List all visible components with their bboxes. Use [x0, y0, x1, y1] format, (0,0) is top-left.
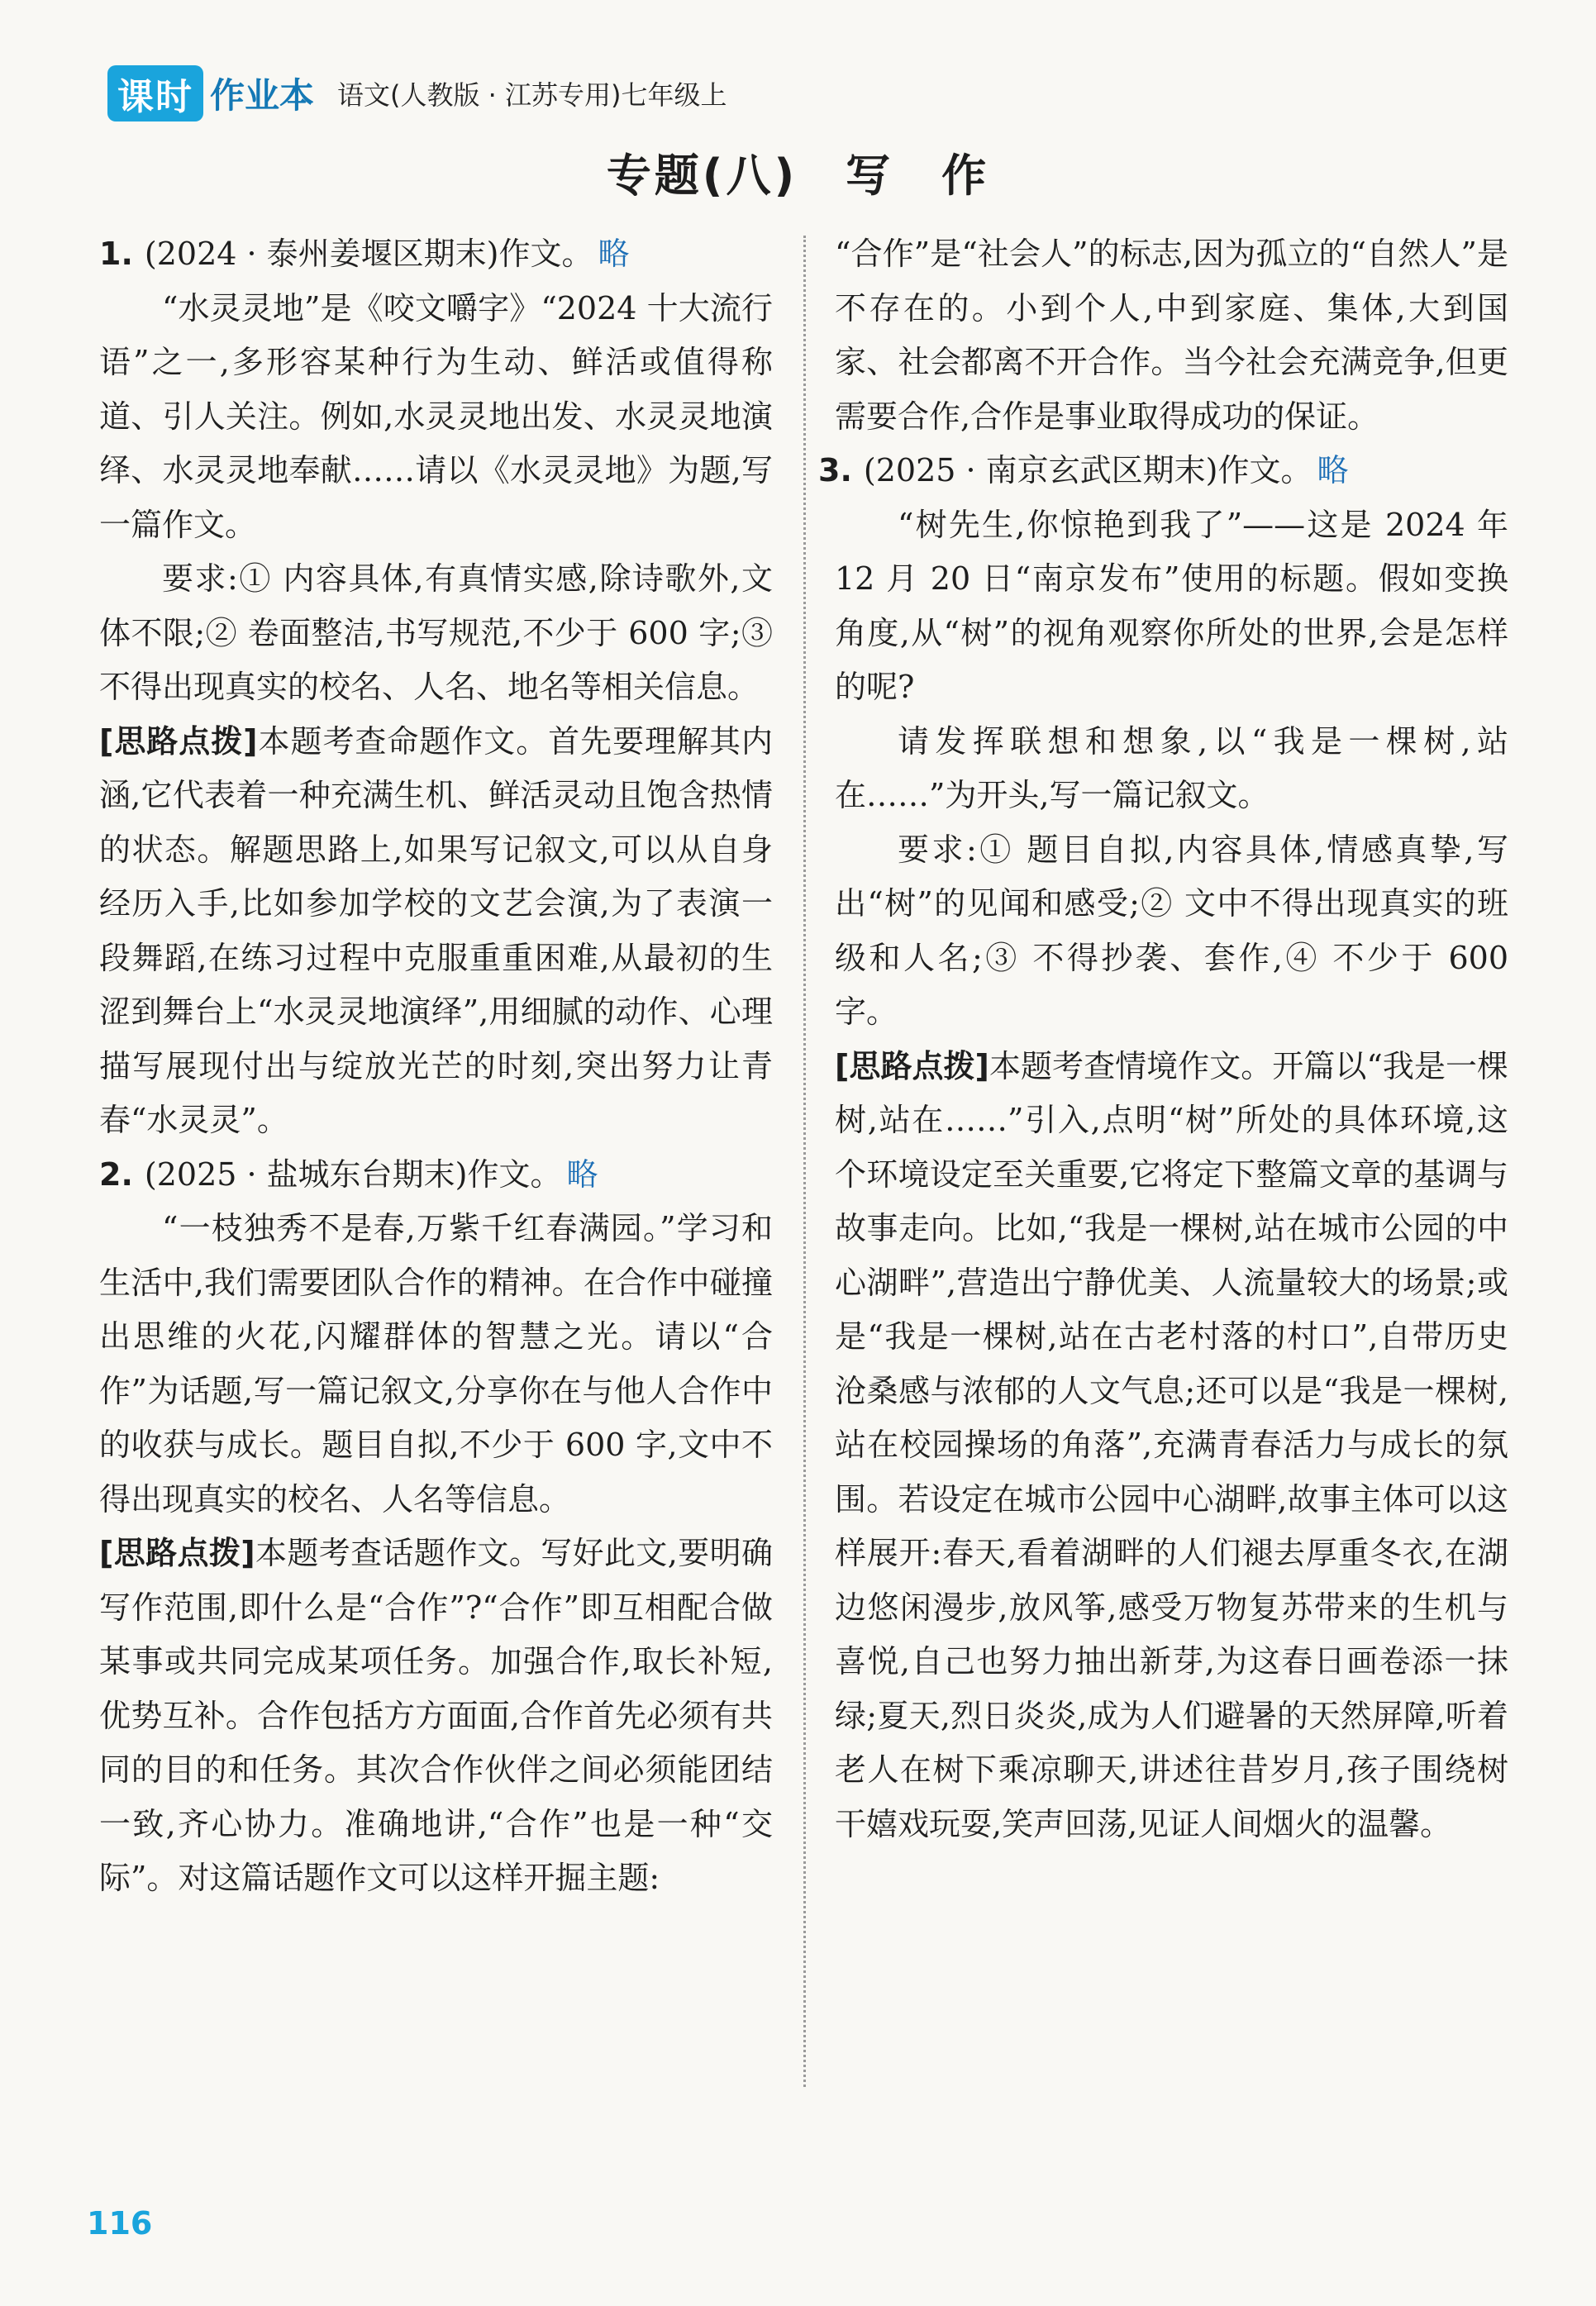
- left-column: [99, 227, 773, 1906]
- question-2-tip-continued: “合作”是“社会人”的标志,因为孤立的“自然人”是不存在的。小到个人,中到家庭、集体,大到国家、社会都离不开合作。当今社会充满竞争,但更需要合作,合作是事业取得成功的保证。: [835, 236, 1508, 435]
- question-number: 1.: [99, 236, 133, 272]
- question-3-requirements: 要求:① 题目自拟,内容具体,情感真挚,写出“树”的见闻和感受;② 文中不得出现真实的班级和人名;③ 不得抄袭、套作,④ 不少于 600 字。: [835, 831, 1508, 1030]
- question-number: 3.: [818, 452, 852, 488]
- page-title: 专题(八) 写 作: [606, 150, 990, 202]
- tip-label: [思路点拨]: [99, 722, 258, 760]
- question-2-tip: [99, 1527, 773, 1906]
- page-header: [107, 64, 727, 122]
- question-source: (2025 · 盐城东台期末)作文。: [144, 1155, 562, 1193]
- question-3-instruction: 请发挥联想和想象,以“我是一棵树,站在……”为开头,写一篇记叙文。: [835, 722, 1508, 813]
- question-1-head: [99, 227, 773, 282]
- page-number: 116: [87, 2205, 153, 2242]
- question-source: (2025 · 南京玄武区期末)作文。: [863, 452, 1313, 488]
- tip-label: [思路点拨]: [99, 1535, 255, 1571]
- question-1-tip: [99, 715, 773, 1148]
- answer-mark: 略: [566, 1155, 598, 1193]
- question-2-head: [99, 1148, 773, 1203]
- question-number: 2.: [99, 1155, 133, 1193]
- question-2-prompt: “一枝独秀不是春,万紫千红春满园。”学习和生活中,我们需要团队合作的精神。在合作中碰撞出思维的火花,闪耀群体的智慧之光。请以“合作”为话题,写一篇记叙文,分享你在与他人合作中的收获与成长。题目自拟,不少于 600 字,文中不得出现真实的校名、人名等信息。: [99, 1210, 773, 1517]
- question-3-head: [818, 444, 1508, 498]
- answer-mark: 略: [1317, 452, 1349, 488]
- tip-text: 本题考查命题作文。首先要理解其内涵,它代表着一种充满生机、鲜活灵动且饱含热情的状态。解题思路上,如果写记叙文,可以从自身经历入手,比如参加学校的文艺会演,为了表演一段舞蹈,在练习过程中克服重重困难,从最初的生涩到舞台上“水灵灵地演绎”,用细腻的动作、心理描写展现付出与绽放光芒的时刻,突出努力让青春“水灵灵”。: [99, 722, 773, 1138]
- question-1-requirements: 要求:① 内容具体,有真情实感,除诗歌外,文体不限;② 卷面整洁,书写规范,不少于 600 字;③ 不得出现真实的校名、人名、地名等相关信息。: [99, 560, 773, 705]
- logo-mark: 课时: [107, 65, 203, 121]
- answer-mark: 略: [598, 236, 630, 272]
- subject-label: 语文(人教版 · 江苏专用)七年级上: [337, 79, 727, 111]
- tip-text: 本题考查话题作文。写好此文,要明确写作范围,即什么是“合作”?“合作”即互相配合做某事或共同完成某项任务。加强合作,取长补短,优势互补。合作包括方方面面,合作首先必须有共同的目的和任务。其次合作伙伴之间必须能团结一致,齐心协力。准确地讲,“合作”也是一种“交际”。对这篇话题作文可以这样开掘主题:: [99, 1535, 773, 1896]
- question-source: (2024 · 泰州姜堰区期末)作文。: [144, 236, 593, 272]
- question-3-tip: [835, 1040, 1508, 1852]
- tip-label: [思路点拨]: [835, 1047, 989, 1084]
- logo-text: 作业本: [210, 75, 315, 116]
- question-1-prompt: “水灵灵地”是《咬文嚼字》“2024 十大流行语”之一,多形容某种行为生动、鲜活或值得称道、引人关注。例如,水灵灵地出发、水灵灵地演绎、水灵灵地奉献……请以《水灵灵地》为题,写一篇作文。: [99, 289, 773, 543]
- question-3-prompt: “树先生,你惊艳到我了”——这是 2024 年 12 月 20 日“南京发布”使用的标题。假如变换角度,从“树”的视角观察你所处的世界,会是怎样的呢?: [835, 506, 1508, 705]
- tip-text: 本题考查情境作文。开篇以“我是一棵树,站在……”引入,点明“树”所处的具体环境,这个环境设定至关重要,它将定下整篇文章的基调与故事走向。比如,“我是一棵树,站在城市公园的中心湖畔”,营造出宁静优美、人流量较大的场景;或是“我是一棵树,站在古老村落的村口”,自带历史沧桑感与浓郁的人文气息;还可以是“我是一棵树,站在校园操场的角落”,充满青春活力与成长的氛围。若设定在城市公园中心湖畔,故事主体可以这样展开:春天,看着湖畔的人们褪去厚重冬衣,在湖边悠闲漫步,放风筝,感受万物复苏带来的生机与喜悦,自己也努力抽出新芽,为这春日画卷添一抹绿;夏天,烈日炎炎,成为人们避暑的天然屏障,听着老人在树下乘凉聊天,讲述往昔岁月,孩子围绕树干嬉戏玩耍,笑声回荡,见证人间烟火的温馨。: [835, 1047, 1508, 1842]
- column-divider: [803, 236, 806, 2087]
- right-column: [818, 227, 1508, 1851]
